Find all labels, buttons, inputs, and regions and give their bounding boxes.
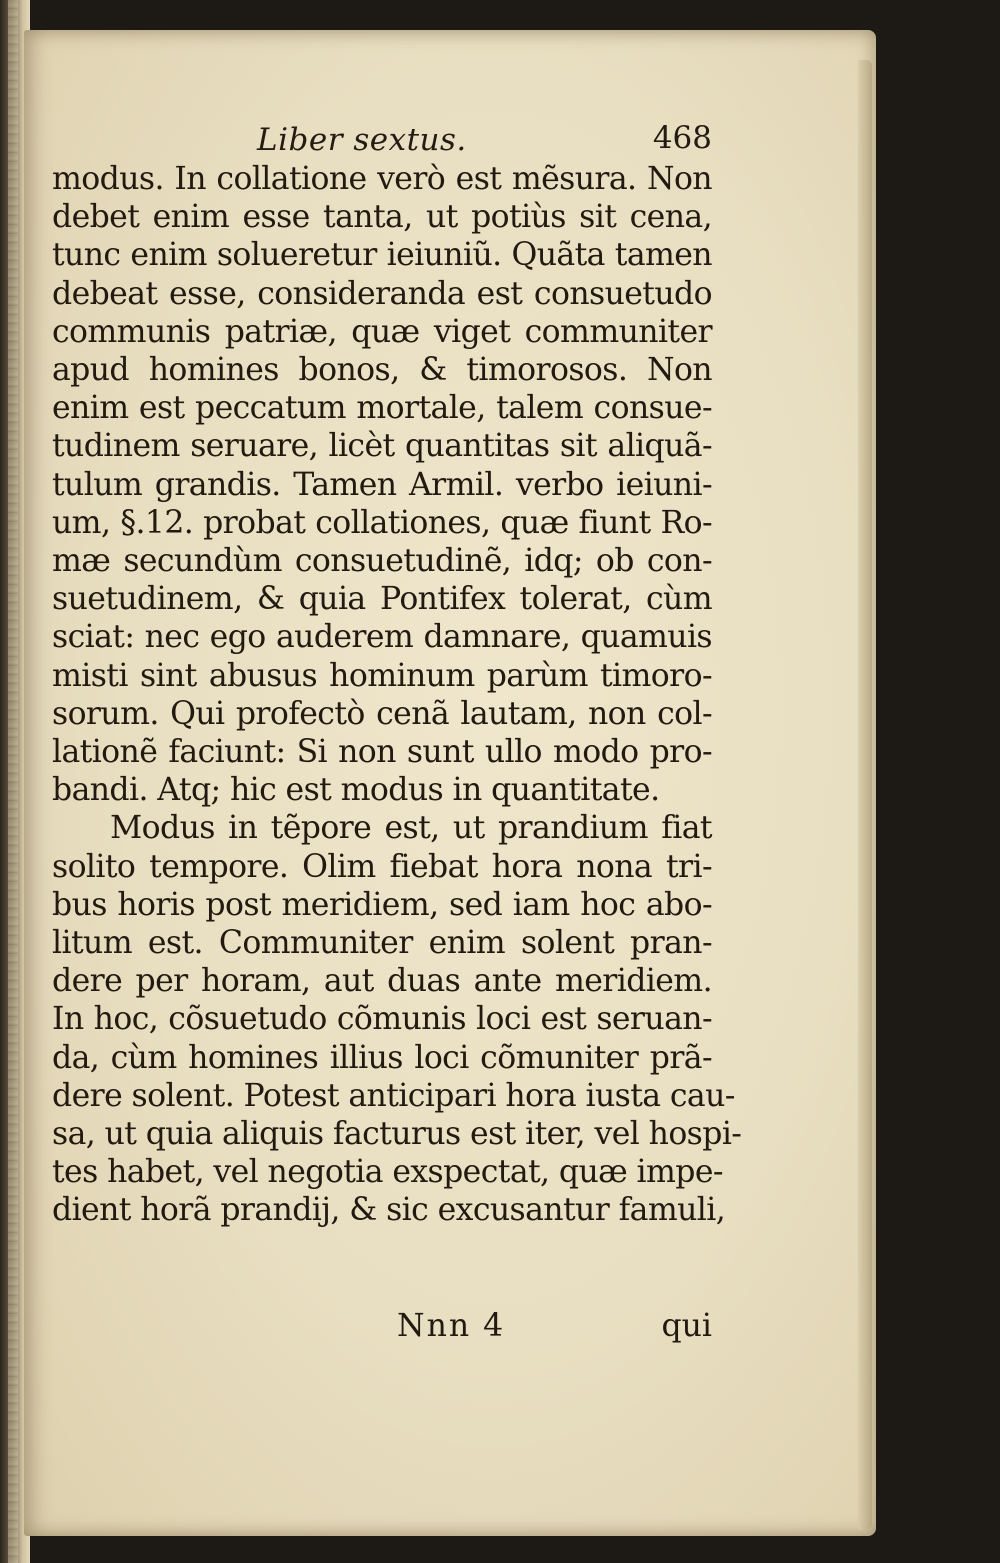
text-line: um, §.12. probat collationes, quæ fiunt Ro- [52, 504, 712, 541]
paragraph-start-line: Modus in tẽpore est, ut prandium fiat [110, 810, 712, 847]
text-line: sciat: nec ego auderem damnare, quamuis [52, 619, 712, 656]
text-line: tulum grandis. Tamen Armil. verbo ieiuni- [52, 466, 712, 503]
paragraph-end-line: bandi. Atq; hic est modus in quantitate. [52, 772, 660, 809]
page-header [52, 118, 712, 158]
text-line: debeat esse, consideranda est consuetudo [52, 275, 712, 312]
running-head: Liber sextus. [257, 122, 467, 158]
text-line: dient horã prandij, & sic excusantur famuli, [52, 1192, 726, 1229]
text-line: suetudinem, & quia Pontifex tolerat, cùm [52, 581, 712, 618]
binding-edge [8, 0, 18, 1563]
text-line: sa, ut quia aliquis facturus est iter, vel hospi- [52, 1116, 742, 1153]
text-line: solito tempore. Olim fiebat hora nona tri- [52, 848, 712, 885]
text-line: litum est. Communiter enim solent pran- [52, 925, 712, 962]
text-line: bus horis post meridiem, sed iam hoc abo- [52, 886, 712, 923]
text-line: communis patriæ, quæ viget communiter [52, 313, 712, 350]
text-line: enim est peccatum mortale, talem consue- [52, 390, 712, 427]
text-line: sorum. Qui profectò cenã lautam, non col- [52, 695, 712, 732]
text-line: tudinem seruare, licèt quantitas sit aliquã- [52, 428, 712, 465]
page-footer [52, 1308, 712, 1348]
signature-mark: Nnn 4 [397, 1308, 506, 1344]
text-line: misti sint abusus hominum parùm timoro- [52, 657, 712, 694]
page-fore-edge [858, 60, 872, 1530]
text-line: In hoc, cõsuetudo cõmunis loci est seruan- [52, 1001, 712, 1038]
text-line: debet enim esse tanta, ut potiùs sit cena, [52, 199, 712, 236]
text-line: mæ secundùm consuetudinẽ, idq; ob con- [52, 543, 712, 580]
catchword: qui [661, 1308, 712, 1344]
text-line: dere solent. Potest anticipari hora iusta cau- [52, 1077, 735, 1114]
page-number: 468 [652, 120, 712, 156]
text-line: tunc enim solueretur ieiuniũ. Quãta tamen [52, 237, 712, 274]
body-text [52, 160, 742, 1230]
text-line: apud homines bonos, & timorosos. Non [52, 352, 712, 389]
text-line: modus. In collatione verò est mẽsura. Non [52, 161, 712, 197]
text-line: lationẽ faciunt: Si non sunt ullo modo pro- [52, 734, 712, 771]
text-line: da, cùm homines illius loci cõmuniter prã- [52, 1039, 712, 1076]
text-line: dere per horam, aut duas ante meridiem. [52, 963, 712, 1000]
text-line: tes habet, vel negotia exspectat, quæ impe- [52, 1154, 723, 1191]
